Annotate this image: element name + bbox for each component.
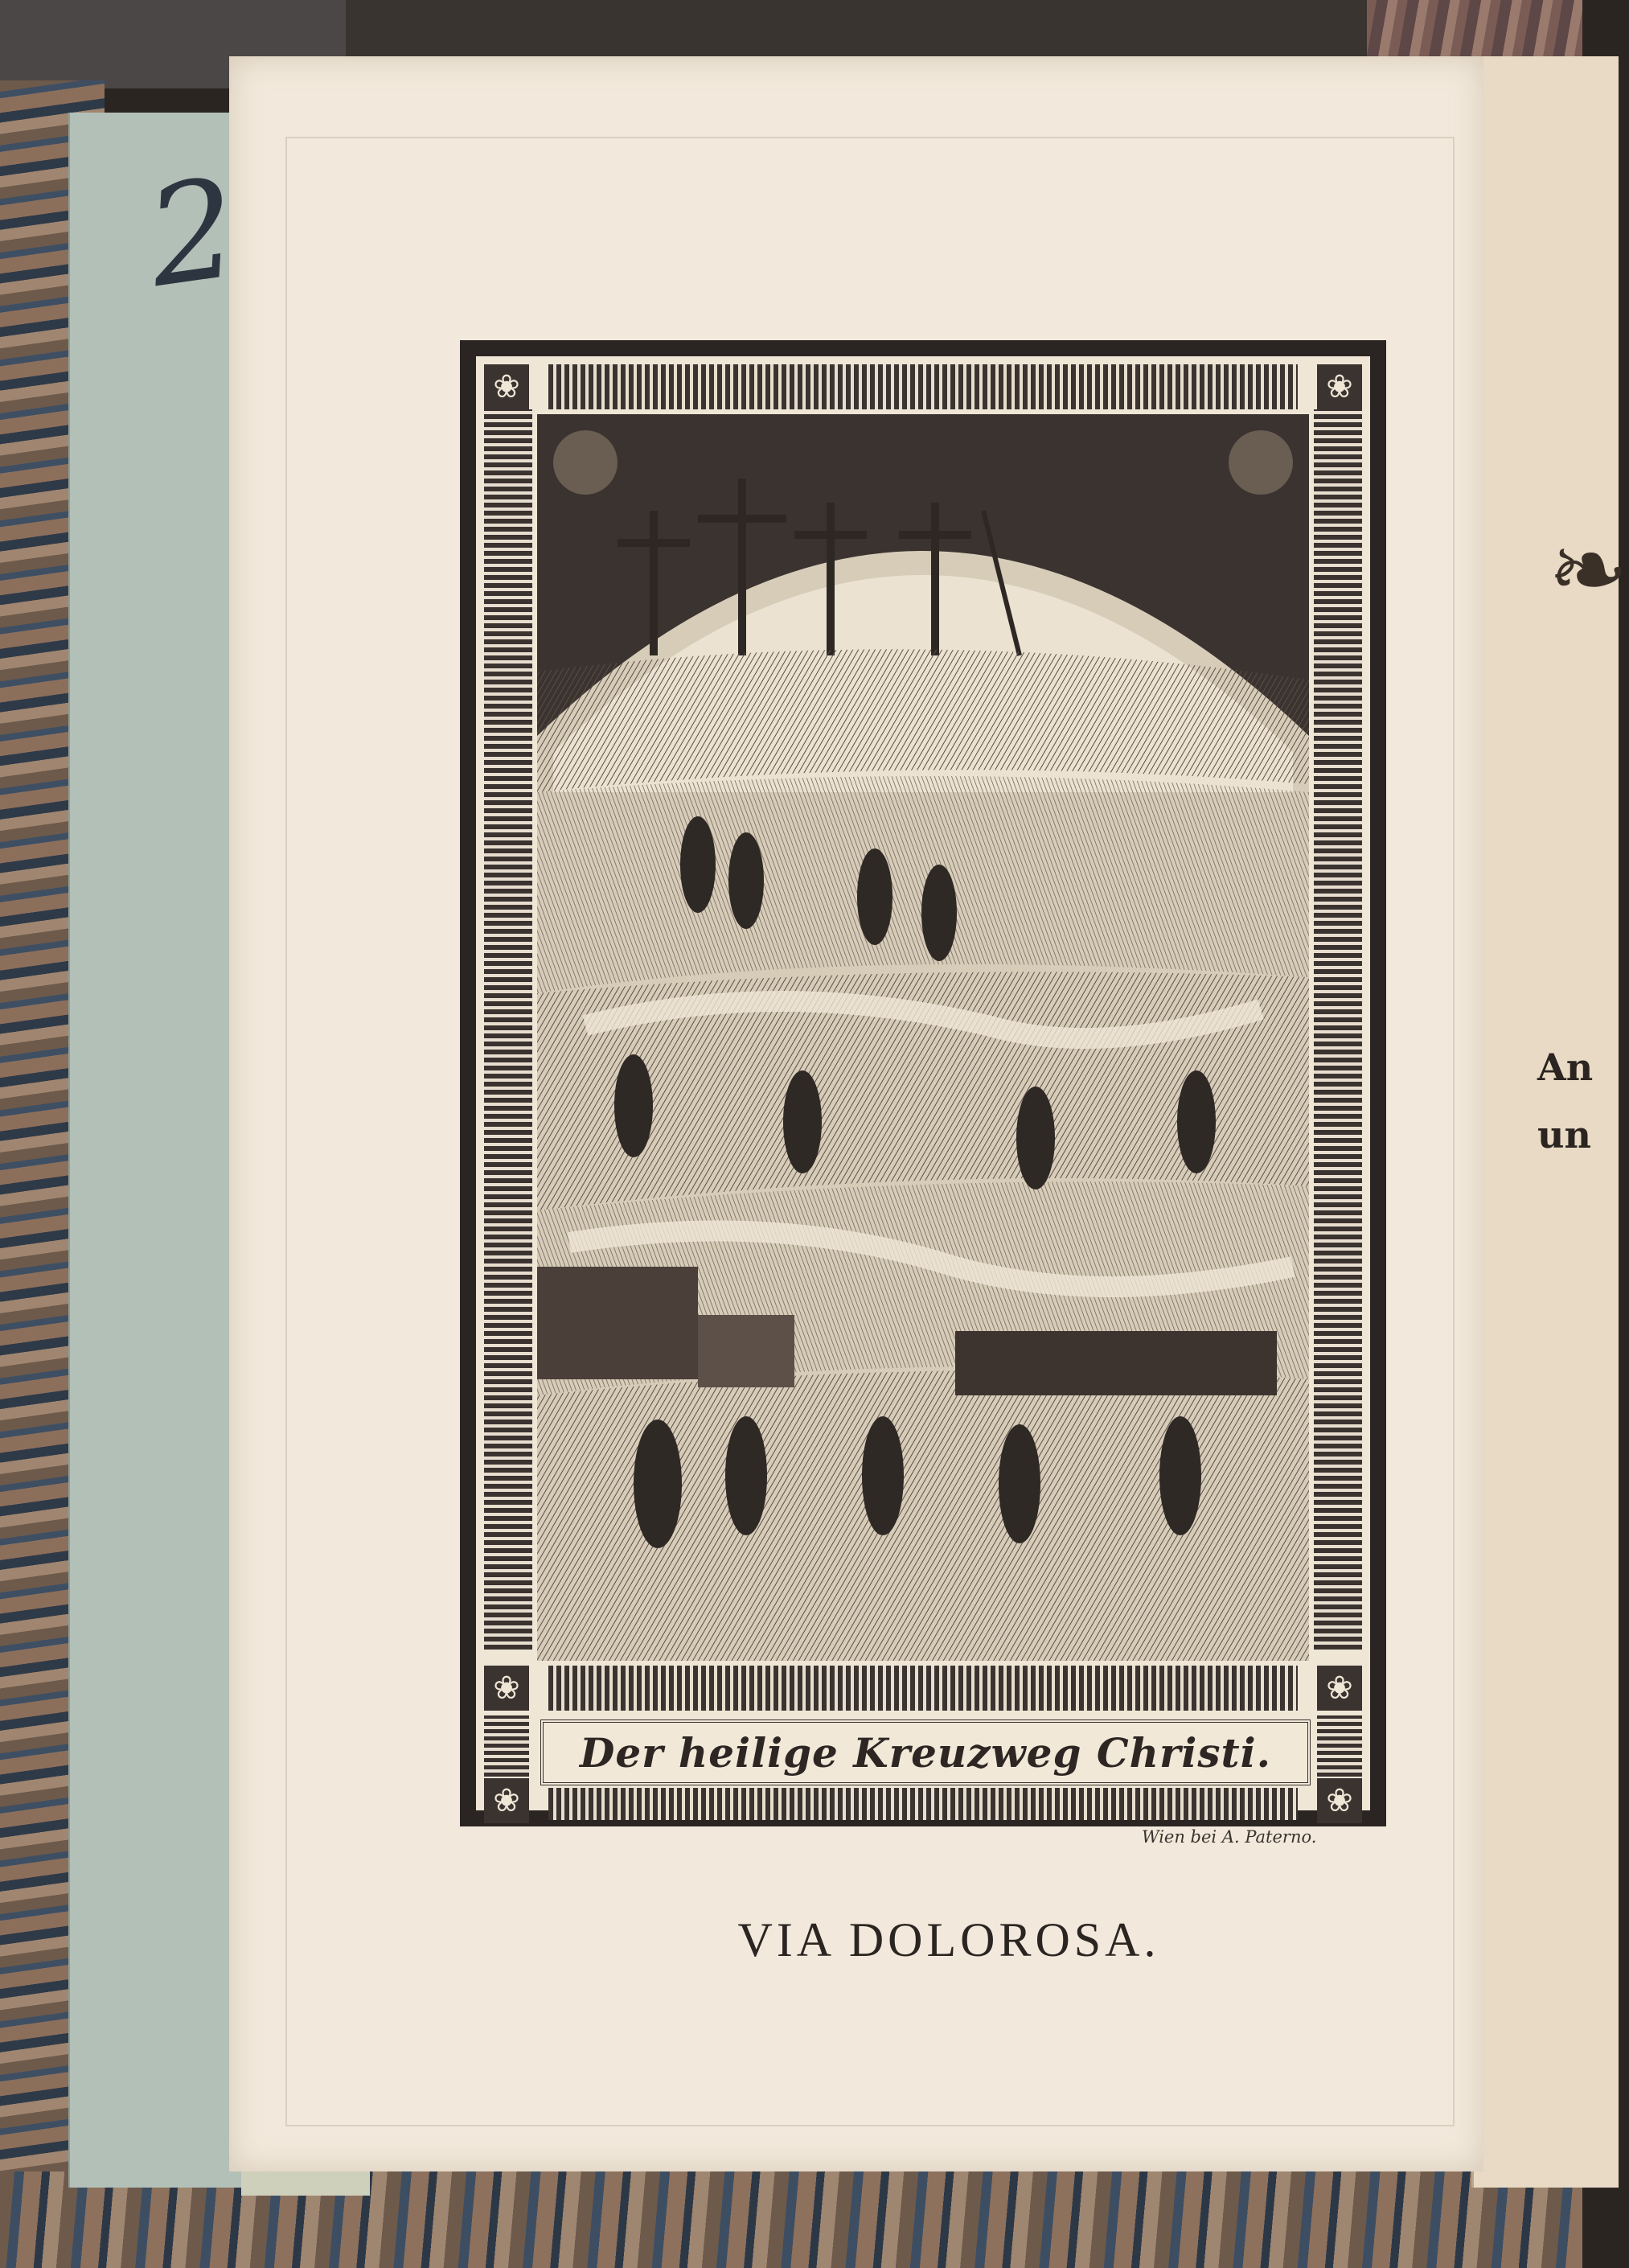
frame-band-middle — [548, 1666, 1298, 1711]
rosette-icon: ❀ — [484, 364, 529, 409]
engraved-scene — [537, 414, 1309, 1661]
rosette-icon: ❀ — [1317, 364, 1362, 409]
engraving-inner — [476, 356, 1370, 1819]
facing-page-text-line-2: un — [1537, 1113, 1591, 1157]
engraving-caption: Der heilige Kreuzweg Christi. — [580, 1728, 1271, 1777]
frame-band-right — [1314, 409, 1362, 1650]
engraved-scene-illustration — [537, 414, 1309, 1661]
rosette-icon: ❀ — [484, 1778, 529, 1823]
frame-band-left — [484, 409, 532, 1650]
rosette-icon: ❀ — [484, 1666, 529, 1711]
facing-page-text-line-1: An — [1537, 1046, 1594, 1089]
frame-band-right-lower — [1317, 1715, 1362, 1777]
frame-band-left-lower — [484, 1715, 529, 1777]
publisher-imprint: Wien bei A. Paterno. — [1142, 1827, 1317, 1847]
engraving-plate — [460, 340, 1386, 1826]
rosette-icon: ❀ — [1317, 1778, 1362, 1823]
plate-title: VIA DOLOROSA. — [737, 1913, 1160, 1966]
frame-band-top — [548, 364, 1298, 409]
facing-page-ornament: ❧ — [1548, 515, 1629, 627]
engraving-caption-box — [540, 1719, 1311, 1785]
rosette-icon: ❀ — [1317, 1666, 1362, 1711]
frame-band-bottom — [548, 1788, 1298, 1820]
